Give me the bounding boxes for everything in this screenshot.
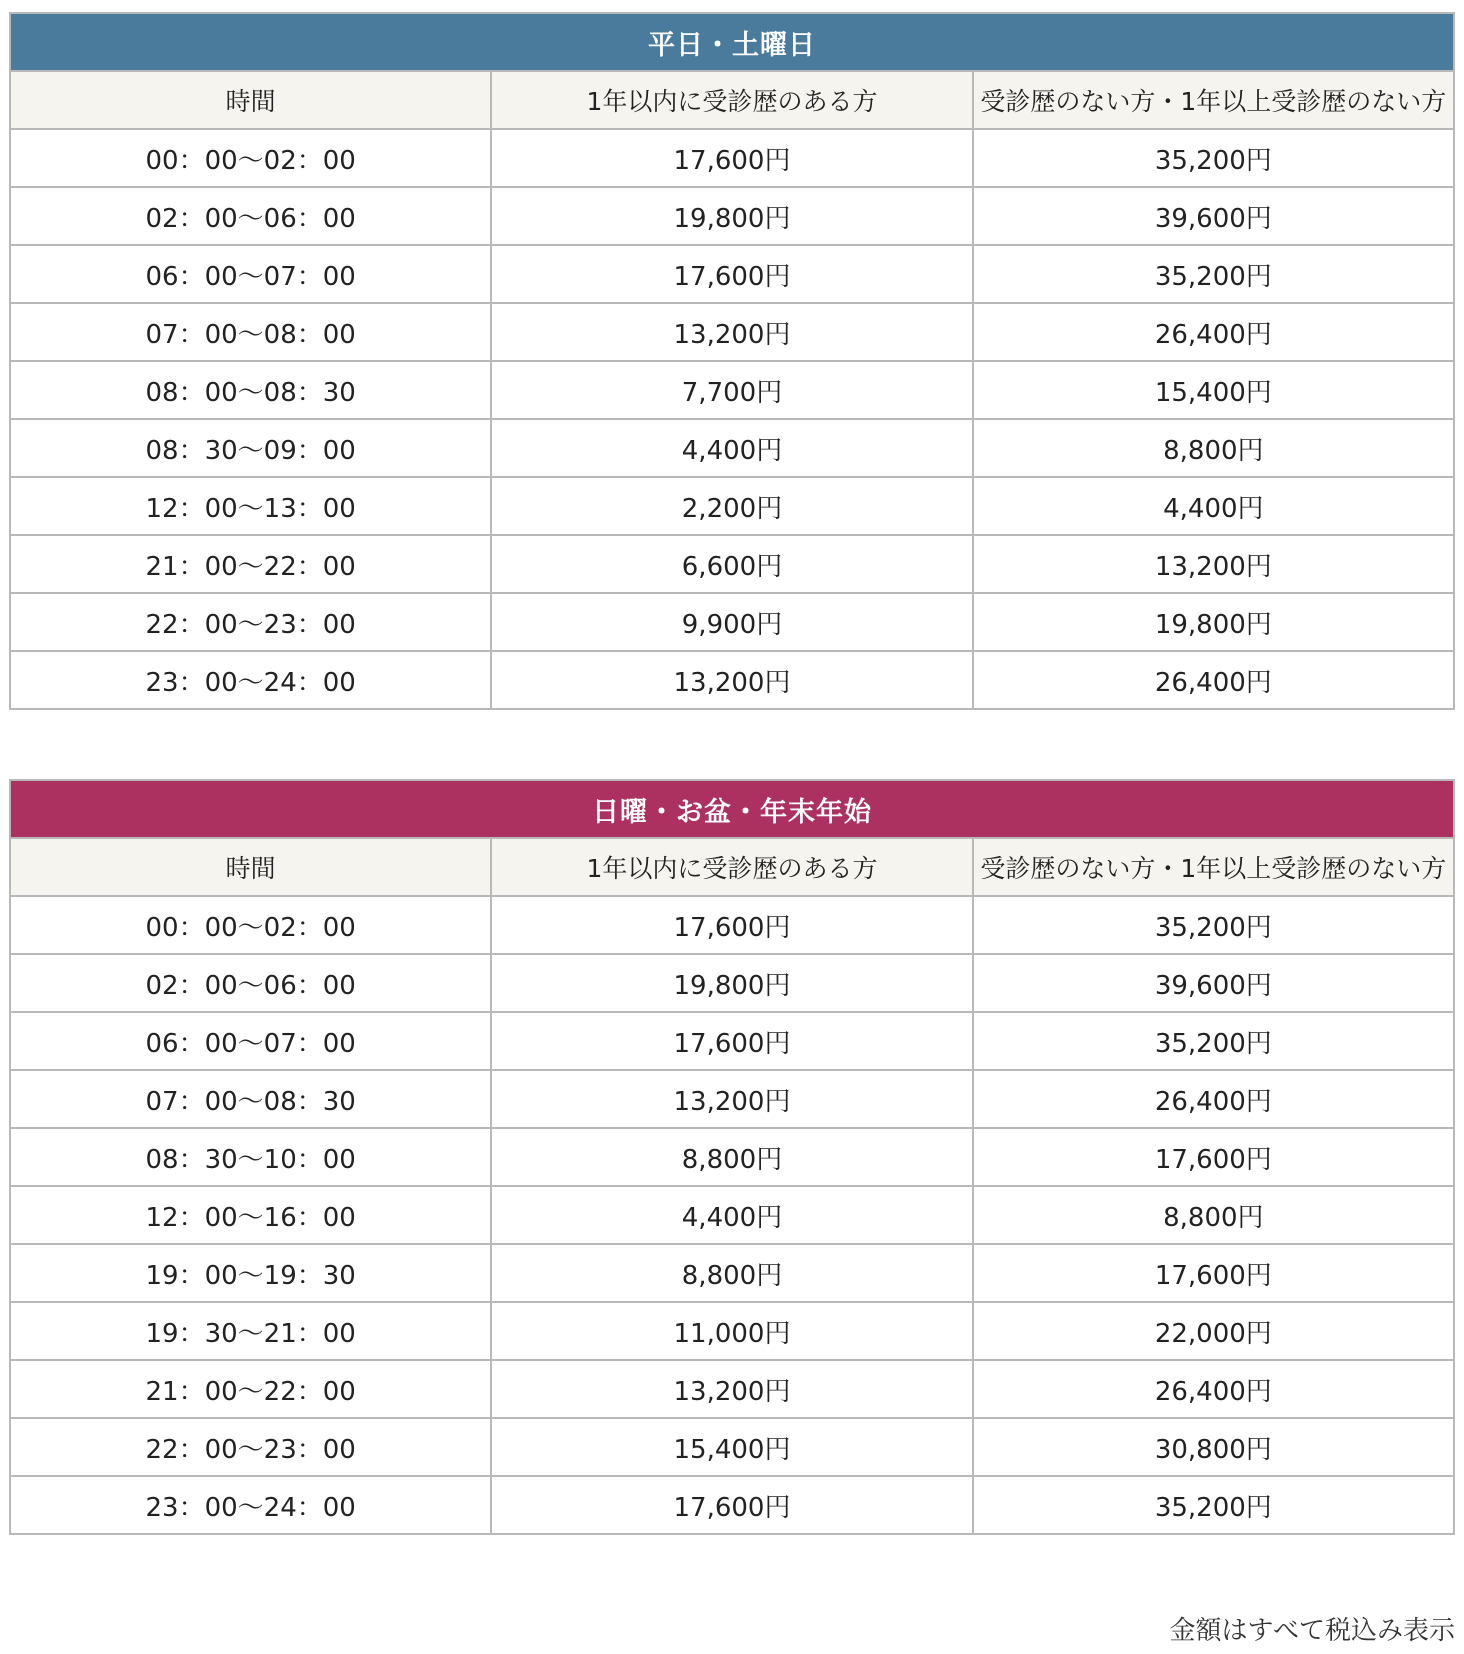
- new-fee-cell: 17,600円: [973, 1128, 1454, 1186]
- table-row: [10, 1418, 1454, 1476]
- table-row: [10, 361, 1454, 419]
- time-cell: 22：00～23：00: [10, 1418, 491, 1476]
- header-row: [10, 838, 1454, 896]
- new-fee-cell: 39,600円: [973, 954, 1454, 1012]
- returning-fee-cell: 17,600円: [491, 1476, 972, 1534]
- time-cell: 08：30～09：00: [10, 419, 491, 477]
- table-title: 平日・土曜日: [10, 13, 1454, 71]
- new-fee-cell: 39,600円: [973, 187, 1454, 245]
- new-fee-cell: 26,400円: [973, 1070, 1454, 1128]
- new-fee-cell: 17,600円: [973, 1244, 1454, 1302]
- time-cell: 07：00～08：30: [10, 1070, 491, 1128]
- table-row: [10, 1012, 1454, 1070]
- table-row: [10, 651, 1454, 709]
- returning-fee-cell: 17,600円: [491, 896, 972, 954]
- header-row: [10, 71, 1454, 129]
- time-cell: 21：00～22：00: [10, 535, 491, 593]
- header-time: 時間: [10, 838, 491, 896]
- new-fee-cell: 26,400円: [973, 1360, 1454, 1418]
- new-fee-cell: 35,200円: [973, 129, 1454, 187]
- returning-fee-cell: 17,600円: [491, 129, 972, 187]
- new-fee-cell: 22,000円: [973, 1302, 1454, 1360]
- table-row: [10, 419, 1454, 477]
- table-row: [10, 1302, 1454, 1360]
- new-fee-cell: 8,800円: [973, 1186, 1454, 1244]
- time-cell: 08：00～08：30: [10, 361, 491, 419]
- table-row: [10, 129, 1454, 187]
- table-row: [10, 187, 1454, 245]
- returning-fee-cell: 19,800円: [491, 954, 972, 1012]
- time-cell: 00：00～02：00: [10, 896, 491, 954]
- returning-fee-cell: 6,600円: [491, 535, 972, 593]
- time-cell: 12：00～13：00: [10, 477, 491, 535]
- time-cell: 06：00～07：00: [10, 1012, 491, 1070]
- time-cell: 22：00～23：00: [10, 593, 491, 651]
- header-time: 時間: [10, 71, 491, 129]
- returning-fee-cell: 13,200円: [491, 1070, 972, 1128]
- time-cell: 21：00～22：00: [10, 1360, 491, 1418]
- weekday-fee-table: [9, 12, 1455, 710]
- table-body: [10, 896, 1454, 1534]
- time-cell: 12：00～16：00: [10, 1186, 491, 1244]
- header-new-patient: 受診歴のない方・1年以上受診歴のない方: [973, 838, 1454, 896]
- time-cell: 07：00～08：00: [10, 303, 491, 361]
- returning-fee-cell: 17,600円: [491, 245, 972, 303]
- returning-fee-cell: 11,000円: [491, 1302, 972, 1360]
- new-fee-cell: 35,200円: [973, 245, 1454, 303]
- returning-fee-cell: 4,400円: [491, 1186, 972, 1244]
- new-fee-cell: 26,400円: [973, 651, 1454, 709]
- new-fee-cell: 30,800円: [973, 1418, 1454, 1476]
- returning-fee-cell: 15,400円: [491, 1418, 972, 1476]
- table-row: [10, 245, 1454, 303]
- time-cell: 00：00～02：00: [10, 129, 491, 187]
- table-row: [10, 1476, 1454, 1534]
- returning-fee-cell: 13,200円: [491, 1360, 972, 1418]
- table-row: [10, 954, 1454, 1012]
- table-title: 日曜・お盆・年末年始: [10, 780, 1454, 838]
- time-cell: 23：00～24：00: [10, 651, 491, 709]
- holiday-fee-table: [9, 779, 1455, 1535]
- returning-fee-cell: 8,800円: [491, 1128, 972, 1186]
- returning-fee-cell: 13,200円: [491, 303, 972, 361]
- time-cell: 08：30～10：00: [10, 1128, 491, 1186]
- tax-footnote: 金額はすべて税込み表示: [1169, 1616, 1455, 1646]
- table-row: [10, 1128, 1454, 1186]
- new-fee-cell: 15,400円: [973, 361, 1454, 419]
- returning-fee-cell: 8,800円: [491, 1244, 972, 1302]
- header-returning-patient: 1年以内に受診歴のある方: [491, 838, 972, 896]
- header-returning-patient: 1年以内に受診歴のある方: [491, 71, 972, 129]
- new-fee-cell: 13,200円: [973, 535, 1454, 593]
- returning-fee-cell: 7,700円: [491, 361, 972, 419]
- new-fee-cell: 8,800円: [973, 419, 1454, 477]
- time-cell: 23：00～24：00: [10, 1476, 491, 1534]
- new-fee-cell: 26,400円: [973, 303, 1454, 361]
- table-row: [10, 1244, 1454, 1302]
- table-row: [10, 303, 1454, 361]
- table-row: [10, 1070, 1454, 1128]
- time-cell: 19：00～19：30: [10, 1244, 491, 1302]
- returning-fee-cell: 2,200円: [491, 477, 972, 535]
- new-fee-cell: 35,200円: [973, 896, 1454, 954]
- table-row: [10, 593, 1454, 651]
- table-row: [10, 1186, 1454, 1244]
- table-row: [10, 477, 1454, 535]
- table-row: [10, 896, 1454, 954]
- time-cell: 06：00～07：00: [10, 245, 491, 303]
- new-fee-cell: 35,200円: [973, 1476, 1454, 1534]
- new-fee-cell: 35,200円: [973, 1012, 1454, 1070]
- time-cell: 02：00～06：00: [10, 187, 491, 245]
- time-cell: 19：30～21：00: [10, 1302, 491, 1360]
- new-fee-cell: 19,800円: [973, 593, 1454, 651]
- header-new-patient: 受診歴のない方・1年以上受診歴のない方: [973, 71, 1454, 129]
- table-row: [10, 1360, 1454, 1418]
- table-body: [10, 129, 1454, 709]
- new-fee-cell: 4,400円: [973, 477, 1454, 535]
- returning-fee-cell: 4,400円: [491, 419, 972, 477]
- returning-fee-cell: 13,200円: [491, 651, 972, 709]
- returning-fee-cell: 19,800円: [491, 187, 972, 245]
- table-row: [10, 535, 1454, 593]
- returning-fee-cell: 9,900円: [491, 593, 972, 651]
- time-cell: 02：00～06：00: [10, 954, 491, 1012]
- returning-fee-cell: 17,600円: [491, 1012, 972, 1070]
